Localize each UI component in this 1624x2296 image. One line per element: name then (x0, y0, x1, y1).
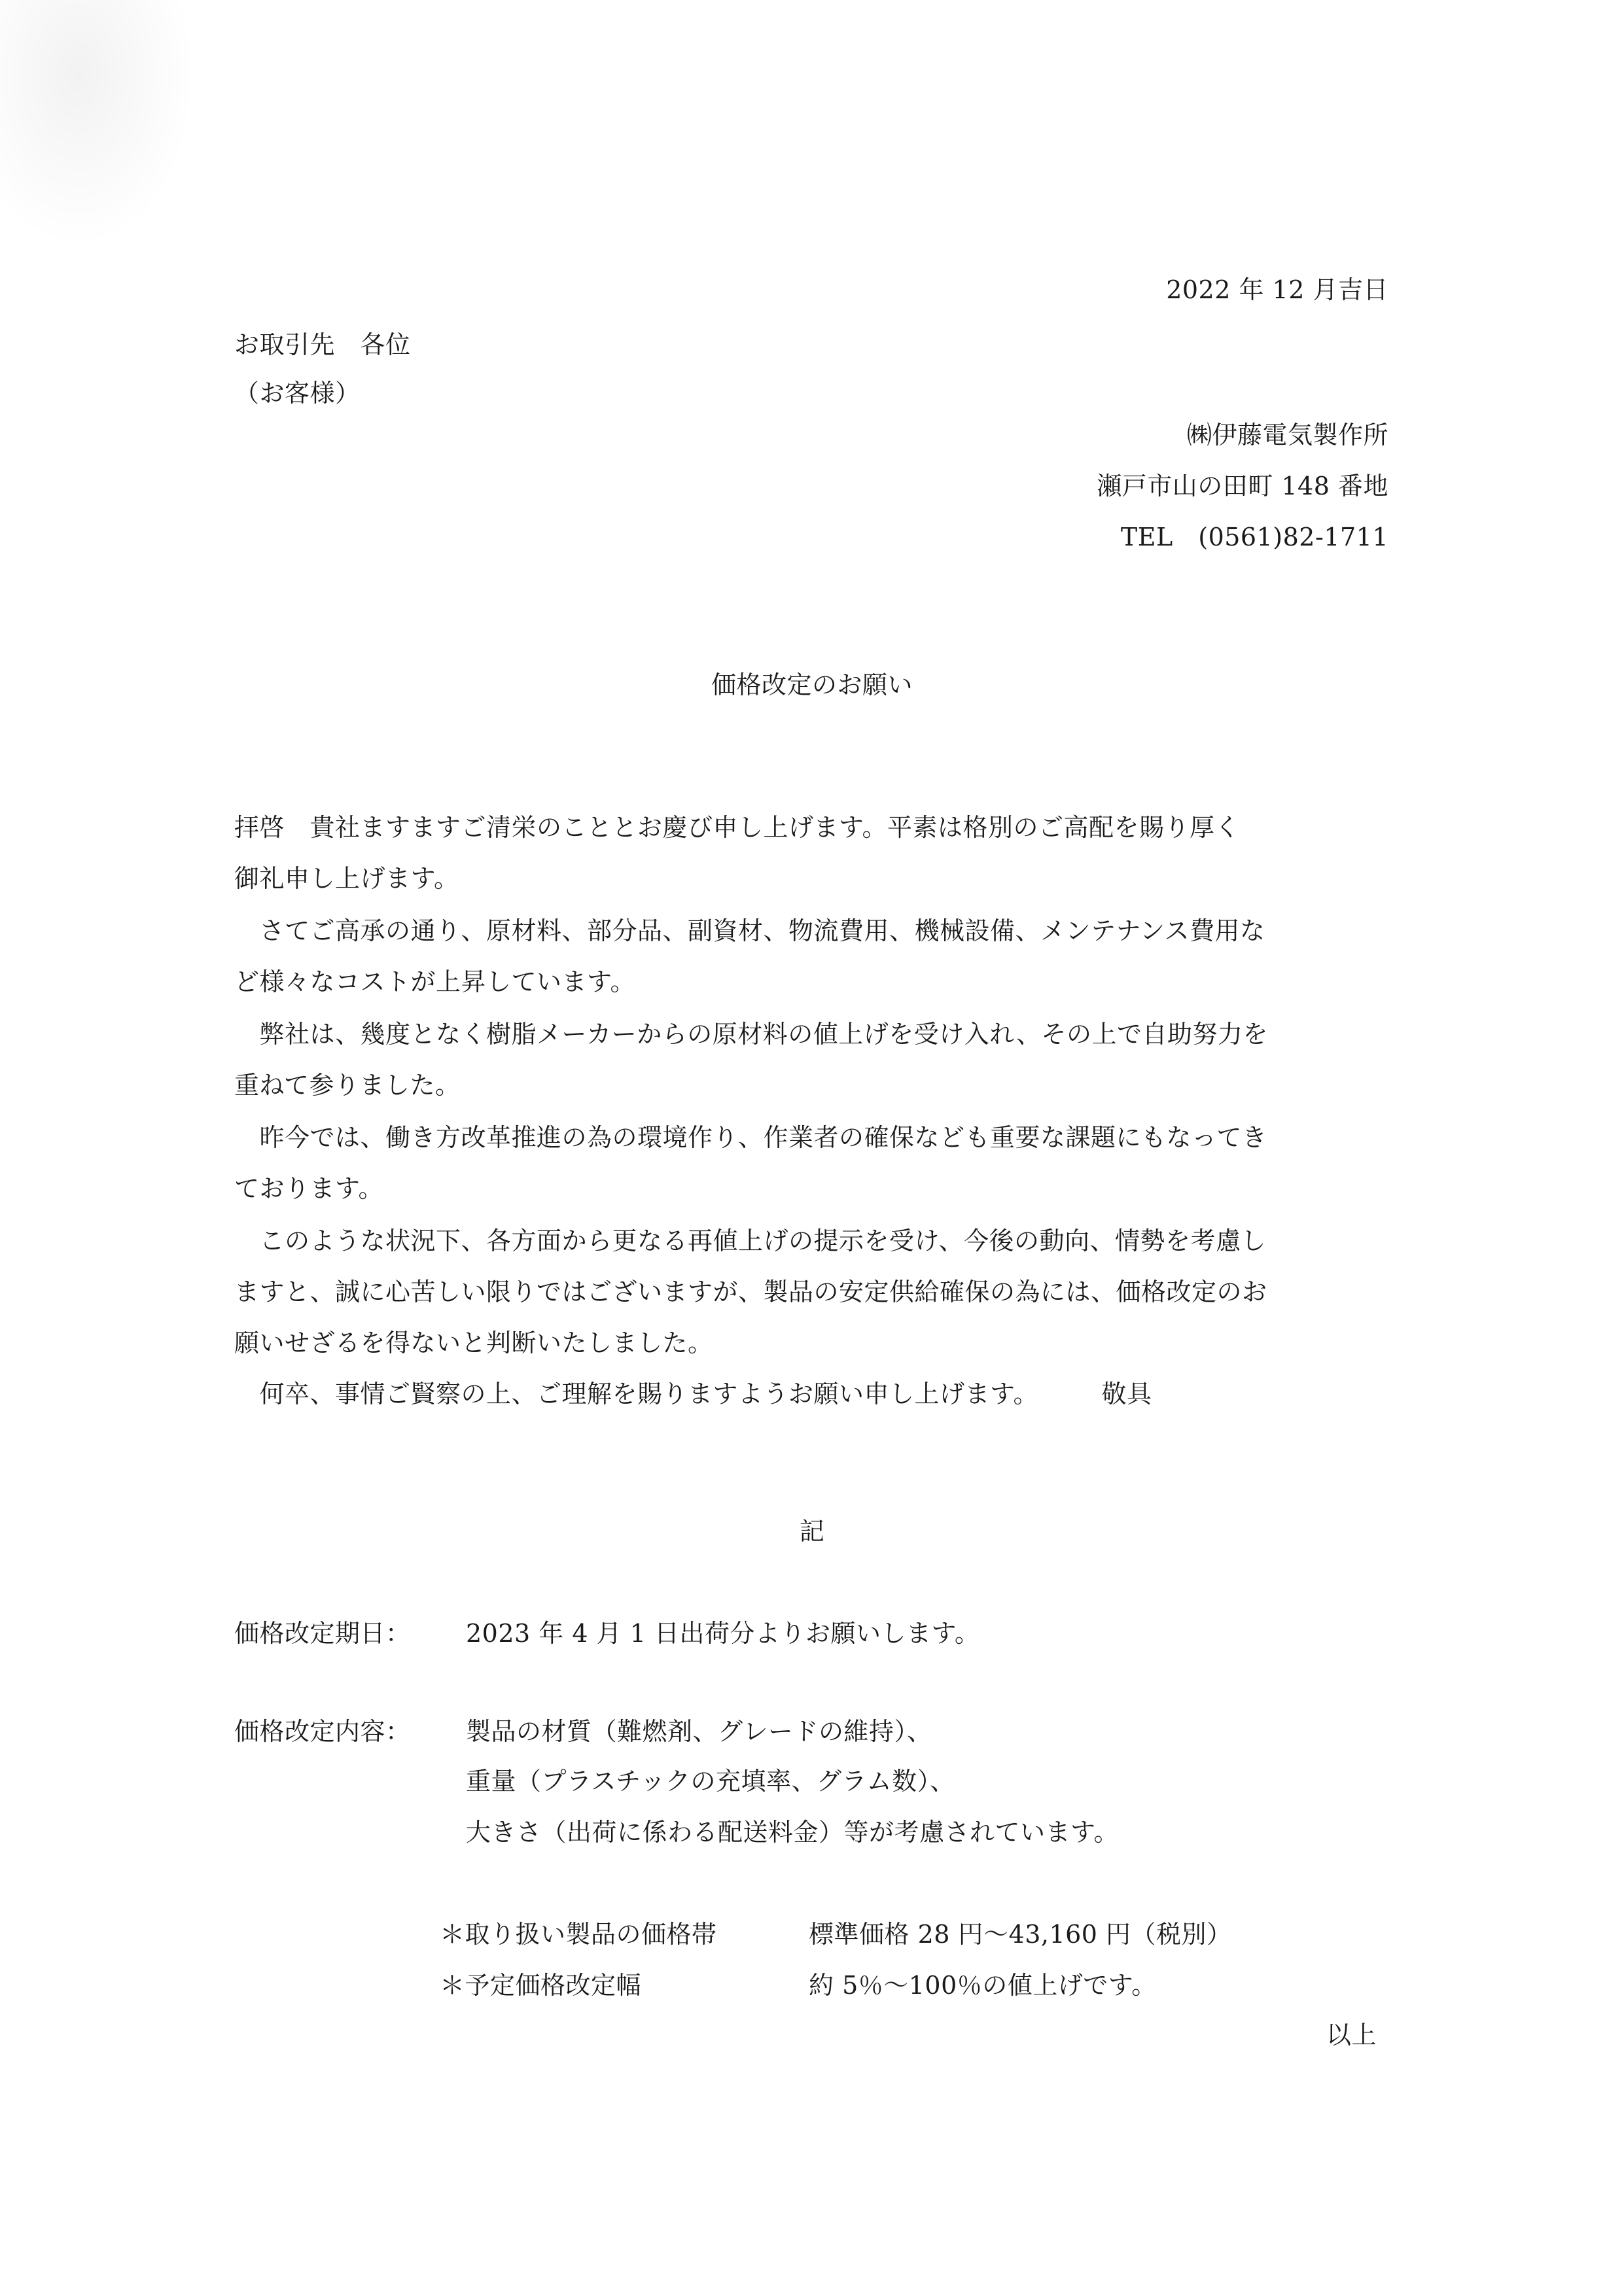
body-line: 願いせざるを得ないと判断いたしました。 (234, 1329, 713, 1357)
ki-heading: 記 (799, 1517, 825, 1546)
letter-date: 2022 年 12 月吉日 (1166, 275, 1388, 304)
scan-smudge (0, 0, 196, 249)
note-label: ＊予定価格改定幅 (440, 1971, 642, 2000)
letter-title: 価格改定のお願い (711, 670, 913, 699)
body-line: ますと、誠に心苦しい限りではございますが、製品の安定供給確保の為には、価格改定のお (234, 1278, 1267, 1306)
revision-date-label: 価格改定期日： (234, 1619, 411, 1648)
body-line: ております。 (234, 1174, 383, 1203)
recipient-subline: （お客様） (234, 379, 361, 408)
revision-date-value: 2023 年 4 月 1 日出荷分よりお願いします。 (466, 1619, 980, 1648)
body-line: ど様々なコストが上昇しています。 (234, 967, 635, 996)
body-line: 御礼申し上げます。 (234, 864, 459, 893)
note-label: ＊取り扱い製品の価格帯 (440, 1920, 717, 1949)
recipient-line: お取引先 各位 (234, 330, 411, 359)
body-line: このような状況下、各方面から更なる再値上げの提示を受け、今後の動向、情勢を考慮し (234, 1226, 1266, 1255)
sender-company: ㈱伊藤電気製作所 (1186, 421, 1388, 449)
sender-address: 瀬戸市山の田町 148 番地 (1097, 472, 1388, 500)
body-line: 弊社は、幾度となく樹脂メーカーからの原材料の値上げを受け入れ、その上で自助努力を (234, 1020, 1269, 1049)
revision-content-line: 大きさ（出荷に係わる配送料金）等が考慮されています。 (466, 1818, 1119, 1847)
body-line: 何卒、事情ご賢察の上、ご理解を賜りますようお願い申し上げます。 敬具 (234, 1380, 1152, 1408)
body-line: さてご高承の通り、原材料、部分品、副資材、物流費用、機械設備、メンテナンス費用な (234, 916, 1265, 945)
sender-tel: TEL (0561)82-1711 (1120, 523, 1388, 551)
revision-content-line: 製品の材質（難燃剤、グレードの維持）、 (466, 1717, 932, 1746)
revision-content-line: 重量（プラスチックの充填率、グラム数）、 (466, 1767, 955, 1796)
body-line: 重ねて参りました。 (234, 1071, 461, 1100)
note-value: 約 5％～100％の値上げです。 (809, 1971, 1157, 2000)
revision-content-label: 価格改定内容： (234, 1717, 411, 1746)
body-line: 拝啓 貴社ますますご清栄のこととお慶び申し上げます。平素は格別のご高配を賜り厚く (234, 813, 1240, 842)
note-value: 標準価格 28 円～43,160 円（税別） (809, 1920, 1232, 1949)
body-line: 昨今では、働き方改革推進の為の環境作り、作業者の確保なども重要な課題にもなってき (234, 1123, 1267, 1152)
closing-mark: 以上 (1326, 2021, 1377, 2049)
